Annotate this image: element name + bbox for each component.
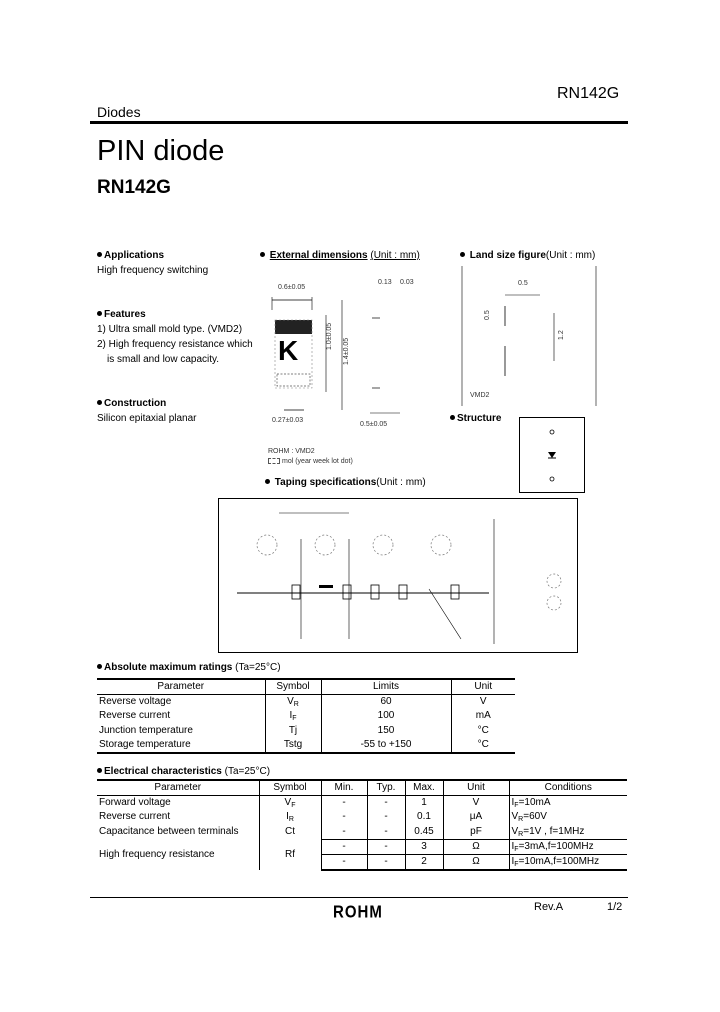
- elec-col-unit: Unit: [443, 780, 509, 796]
- header-category: Diodes: [97, 104, 141, 120]
- table-row: Reverse voltage $V_R$ 60 V: [97, 695, 515, 710]
- dim-top-a-label: 0.13: [378, 279, 392, 286]
- pkg-label: ROHM : VMD2: [268, 448, 315, 455]
- rohm-logo: ROHM: [333, 902, 383, 923]
- abs-col-limits: Limits: [321, 679, 451, 695]
- land-pkg-label: VMD2: [470, 392, 490, 399]
- features-heading: Features: [97, 309, 146, 321]
- elec-col-parameter: Parameter: [97, 780, 259, 796]
- land-dim-c: 1.2: [558, 330, 565, 340]
- construction-text: Silicon epitaxial planar: [97, 413, 197, 424]
- dim-top-b-label: 0.03: [400, 279, 414, 286]
- land-size-heading: Land size figure(Unit : mm): [460, 250, 595, 262]
- footer-page: 1/2: [607, 901, 623, 913]
- dim-h2-label: 1.4±0.05: [343, 337, 350, 365]
- abs-max-heading: Absolute maximum ratings (Ta=25°C): [97, 662, 281, 674]
- table-row: High frequency resistance Rf - - 3 Ω $I_F=3mA,f=100MHz$: [97, 839, 627, 854]
- tape-svg: [219, 499, 577, 652]
- taping-drawing: [218, 498, 578, 653]
- applications-heading: Applications: [97, 250, 164, 262]
- marking-k: K: [278, 335, 299, 366]
- land-dim-a: 0.5: [518, 280, 528, 287]
- elec-col-min: Min.: [321, 780, 367, 796]
- table-row: Forward voltage $V_F$ - - 1 V $I_F=10mA$: [97, 796, 627, 811]
- external-dimensions-heading: External dimensions (Unit : mm): [260, 250, 420, 262]
- elec-table: [97, 779, 627, 871]
- dim-bottom-b-label: 0.5±0.05: [360, 421, 388, 428]
- structure-heading: Structure: [450, 413, 501, 425]
- table-row: Capacitance between terminals Ct - - 0.45 pF $V_R=1V$ , f=1MHz: [97, 825, 627, 840]
- header-rule: [90, 121, 628, 124]
- elec-col-typ: Typ.: [367, 780, 405, 796]
- table-row: Reverse current $I_F$ 100 mA: [97, 709, 515, 724]
- abs-col-parameter: Parameter: [97, 679, 265, 695]
- taping-heading: Taping specifications(Unit : mm): [265, 477, 426, 489]
- table-row: Storage temperature Tstg -55 to +150 °C: [97, 738, 515, 753]
- table-row: Junction temperature Tj 150 °C: [97, 724, 515, 739]
- elec-col-symbol: Symbol: [259, 780, 321, 796]
- feature-item: is small and low capacity.: [107, 354, 220, 365]
- abs-col-unit: Unit: [451, 679, 515, 695]
- pkg-note: mol (year week lot dot): [268, 458, 353, 466]
- feature-item: 1) Ultra small mold type. (VMD2): [97, 324, 243, 335]
- elec-col-conditions: Conditions: [509, 780, 627, 796]
- structure-svg: [520, 418, 584, 492]
- applications-text: High frequency switching: [97, 265, 209, 276]
- footer-rev: Rev.A: [534, 901, 564, 913]
- land-size-drawing: [460, 266, 600, 406]
- header-part-number: RN142G: [557, 85, 620, 102]
- feature-item: 2) High frequency resistance which: [97, 339, 253, 350]
- land-dim-b: 0.5: [484, 310, 491, 320]
- part-title: RN142G: [97, 177, 171, 198]
- dim-h1-label: 1.0±0.05: [326, 322, 333, 350]
- page-title: PIN diode: [97, 135, 225, 167]
- dim-bottom-a-label: 0.27±0.03: [272, 417, 304, 424]
- structure-diagram: [519, 417, 585, 493]
- external-dimensions-drawing: [260, 270, 450, 470]
- package-outline-svg: [260, 270, 450, 470]
- dim-width-label: 0.6±0.05: [278, 284, 306, 291]
- elec-heading: Electrical characteristics (Ta=25°C): [97, 766, 270, 778]
- footer-rule: [90, 897, 628, 898]
- elec-col-max: Max.: [405, 780, 443, 796]
- land-pattern-svg: [460, 266, 600, 406]
- abs-max-table: [97, 678, 515, 754]
- construction-heading: Construction: [97, 398, 166, 410]
- abs-col-symbol: Symbol: [265, 679, 321, 695]
- table-row: Reverse current $I_R$ - - 0.1 μA $V_R=60V$: [97, 810, 627, 825]
- table-row: - - 2 Ω $I_F=10mA,f=100MHz$: [97, 854, 627, 870]
